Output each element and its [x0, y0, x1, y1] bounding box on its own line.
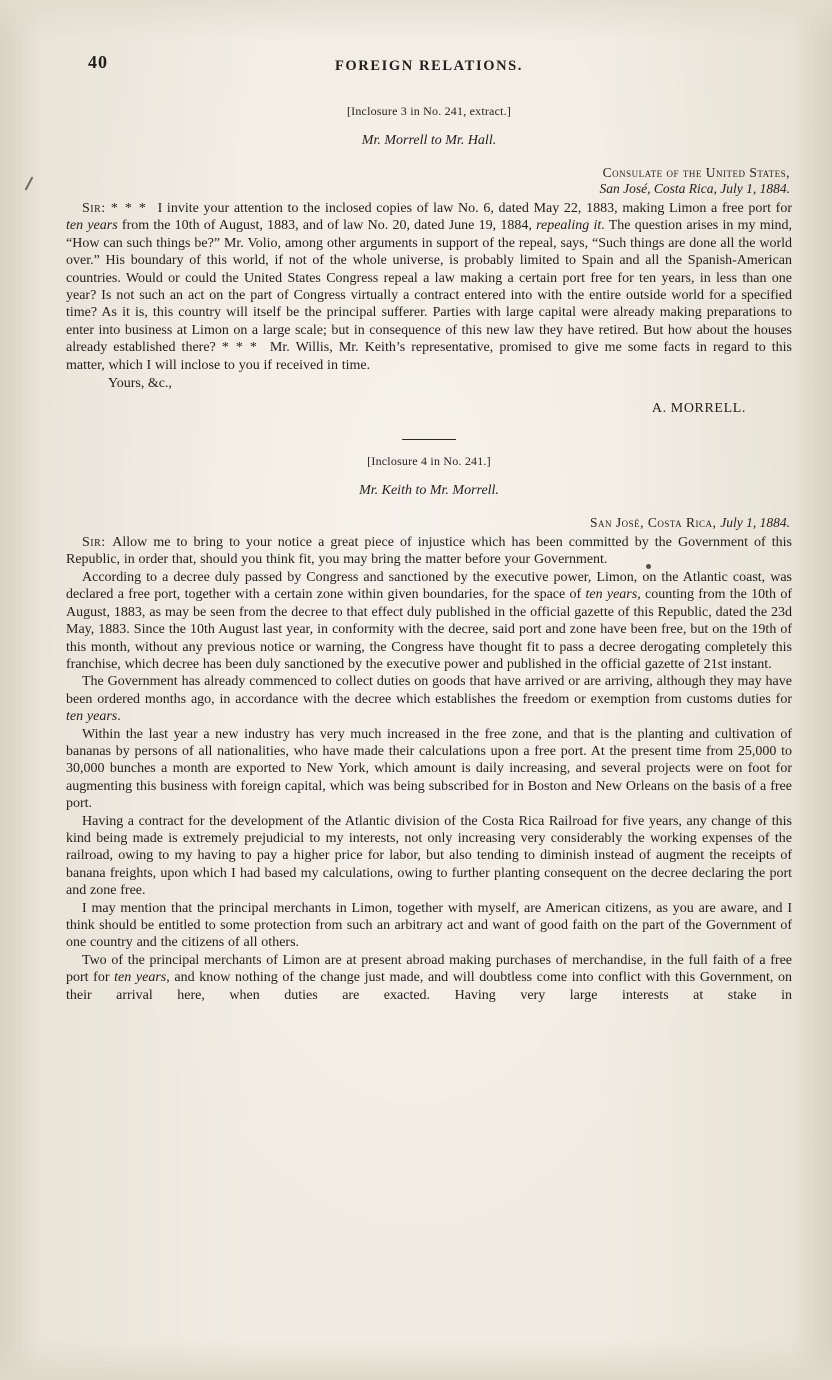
letter-morrell-to-hall: [66, 104, 792, 417]
letter-title: Mr. Morrell to Mr. Hall.: [361, 133, 497, 148]
letter-paragraph: Sir: * * * I invite your attention to the inclosed copies of law No. 6, dated May 22, 1883, making Limon a free port for ten years from the 10th of August, 1883, and of law No. 20, dated June 19, 1884, repealing it. The question arises in my mind, “How can such things be?” Mr. Volio, among other arguments in support of the repeal, says, “Such things are done all the world over.” His boundary of this world, if not of the whole universe, is probably limited to Spain and all the Spanish-American countries. Would or could the United States Congress repeal a law making a certain port free for ten years, in less than one year? Is not such an act on the part of Congress virtually a contract entered into with the entire outside world for a specified time? As it is, this country will itself be the principal sufferer. Parties with large capital were already making preparations to enter into business at Limon on a large scale; but in consequence of this new law they have retired. But how about the houses already established there? * * * Mr. Willis, Mr. Keith’s representative, promised to give me some facts in regard to this matter, which I will inclose to you if received in time.: [66, 201, 793, 373]
scan-artifact-dot: [646, 564, 651, 569]
letter-paragraph: Sir: Allow me to bring to your notice a great piece of injustice which has been committed by the Government of this Republic, in order that, should you think fit, you may bring the matter before your Government.: [66, 535, 792, 568]
letter-paragraph: According to a decree duly passed by Congress and sanctioned by the executive power, Limon, on the Atlantic coast, was declared a free port, together with a certain zone within given boundaries, for the space of ten years, counting from the 10th of August, 1883, as may be seen from the decree to that effect duly published in the official gazette of this Republic, dated the 23d May, 1883. Since the 10th August last year, in conformity with the decree, said port and zone have been free, but on the 19th of this month, without any previous notice or warning, the Congress have thought fit to pass a decree derogating completely this franchise, which decree has been duly sanctioned by the executive power and published in the official gazette of 21st instant.: [66, 569, 792, 672]
running-header: FOREIGN RELATIONS.: [334, 58, 524, 74]
dateline-place-date: San José, Costa Rica, July 1, 1884.: [599, 181, 790, 196]
letter-paragraph: The Government has already commenced to collect duties on goods that have arrived or are arriving, although they may have been ordered months ago, in accordance with the decree which establishes the freedom or exemption from customs duties for ten years.: [66, 674, 792, 725]
letter-closing: Yours, &c.,: [108, 376, 172, 392]
letter-paragraph: Two of the principal merchants of Limon are at present abroad making purchases of merchandise, in the full faith of a free port for ten years, and know nothing of the change just made, and will doubtless come into conflict with this Government, on their arrival here, when duties are exacted. Having very large interests at stake in: [66, 952, 792, 1003]
dateline-place-date: San José, Costa Rica, July 1, 1884.: [589, 515, 790, 531]
inclosure-heading: [Inclosure 3 in No. 241, extract.]: [346, 104, 512, 118]
letter-keith-to-morrell: [66, 454, 792, 1004]
scan-artifact-mark: [25, 176, 34, 190]
page-number: 40: [88, 52, 108, 72]
section-divider-rule: [402, 439, 456, 440]
dateline-office: Consulate of the United States,: [602, 165, 790, 180]
dateline: [66, 165, 792, 197]
dateline: [66, 515, 792, 531]
page-header: [66, 52, 792, 80]
letter-paragraph: Having a contract for the development of the Atlantic division of the Costa Rica Railroad for five years, any change of this kind being made is extremely prejudicial to my interests, not only increasing very considerably the working expenses of the railroad, owing to my having to pay a higher price for labor, but also tending to diminish instead of augment the receipts of banana freights, upon which I had based my calculations, owing to further planting consequent on the decree declaring the port and zone free.: [66, 813, 792, 899]
inclosure-heading: [Inclosure 4 in No. 241.]: [367, 454, 491, 469]
letter-signature: A. MORRELL.: [651, 401, 746, 417]
letter-paragraph: I may mention that the principal merchants in Limon, together with myself, are American citizens, as you are aware, and I think should be entitled to some protection from such an arbitrary act and want of good faith on the part of the Government of one country and the citizens of all others.: [66, 900, 792, 951]
letter-paragraph: Within the last year a new industry has very much increased in the free zone, and that is the planting and cultivation of bananas by persons of all nationalities, who have made their calculations upon a free port. At the present time from 25,000 to 30,000 bunches a month are exported to New York, which amount is daily increasing, and several projects were on foot for augmenting this business with foreign capital, which was being subscribed for in Boston and New Orleans on the basis of a free port.: [66, 726, 792, 812]
letter-title: Mr. Keith to Mr. Morrell.: [359, 483, 499, 499]
